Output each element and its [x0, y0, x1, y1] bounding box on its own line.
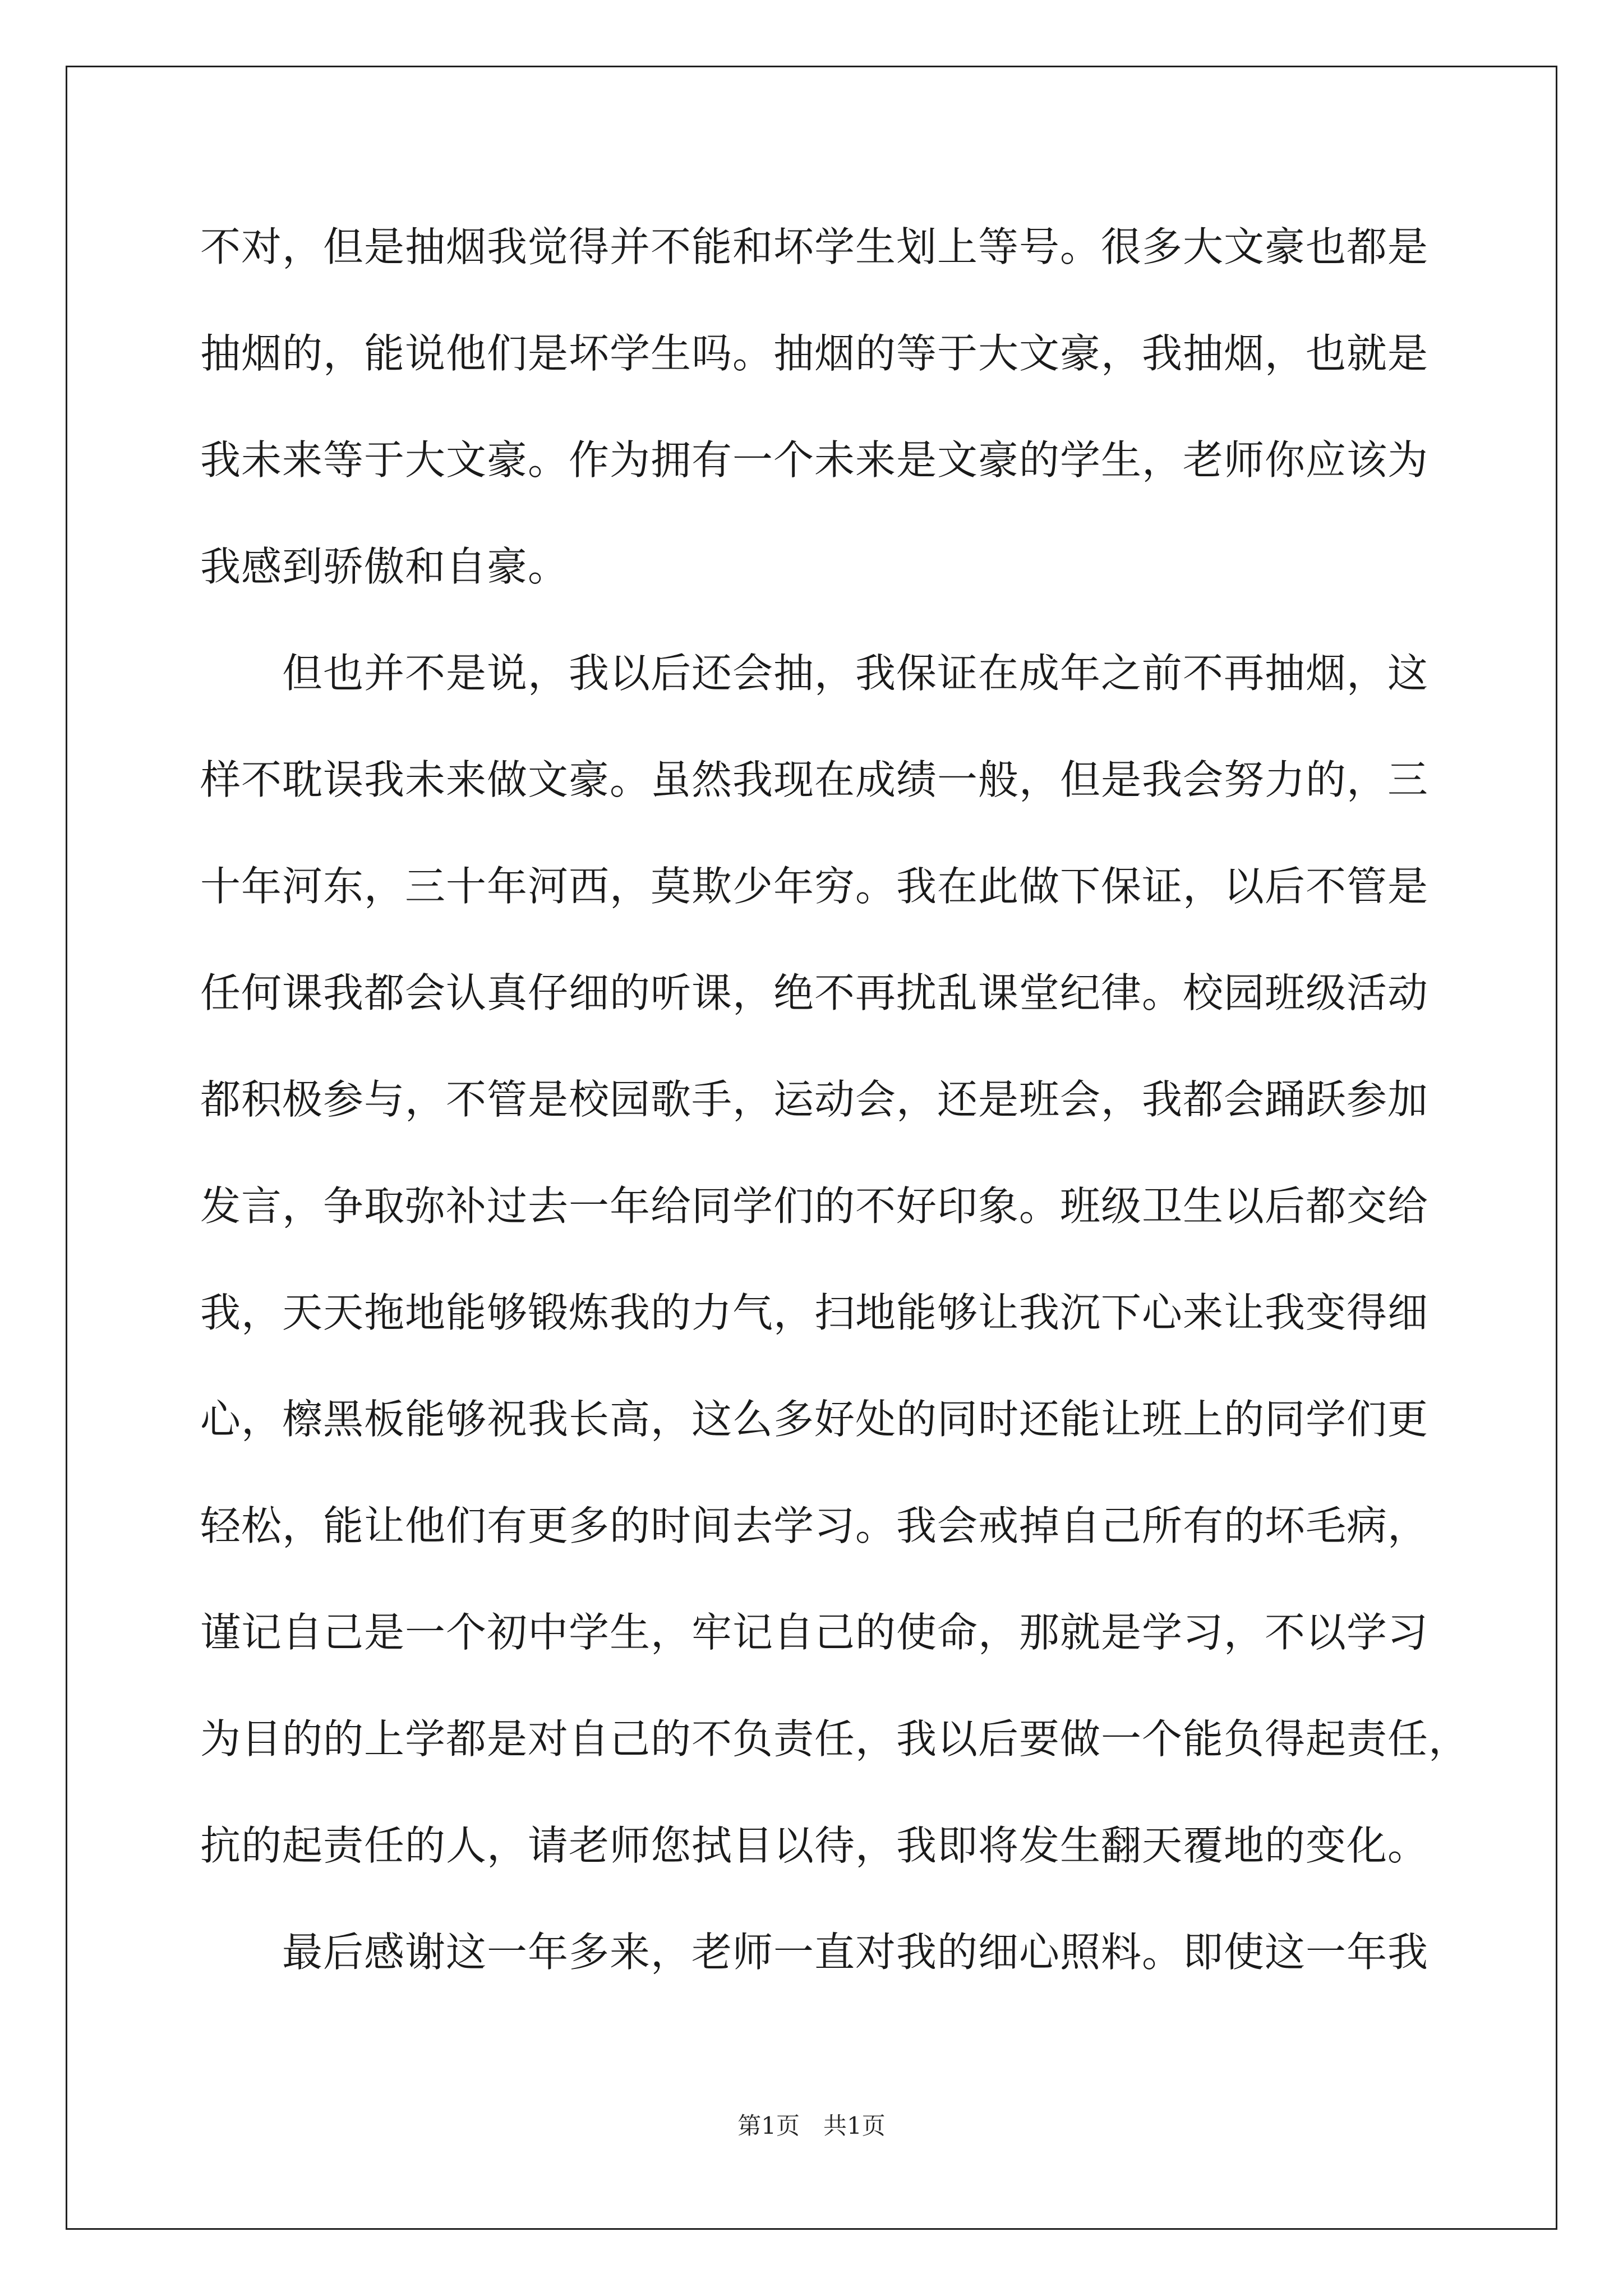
page-footer: 第1页 共1页 [737, 2112, 886, 2139]
text-line: 都积极参与，不管是校园歌手，运动会，还是班会，我都会踊跃参加 [200, 1076, 1429, 1123]
page-border [66, 66, 1557, 2230]
text-line: 谨记自己是一个初中学生，牢记自己的使命，那就是学习，不以学习 [200, 1609, 1429, 1656]
text-line: 样不耽误我未来做文豪。虽然我现在成绩一般，但是我会努力的，三 [200, 756, 1429, 803]
text-line: 最后感谢这一年多来，老师一直对我的细心照料。即使这一年我 [200, 1929, 1429, 1976]
text-line: 抽烟的，能说他们是坏学生吗。抽烟的等于大文豪，我抽烟，也就是 [200, 330, 1429, 377]
text-line: 十年河东，三十年河西，莫欺少年穷。我在此做下保证，以后不管是 [200, 863, 1429, 910]
text-line: 心，檫黑板能够祝我长高，这么多好处的同时还能让班上的同学们更 [200, 1396, 1429, 1443]
text-line: 但也并不是说，我以后还会抽，我保证在成年之前不再抽烟，这 [200, 650, 1429, 697]
text-line: 我感到骄傲和自豪。 [200, 543, 569, 590]
text-line: 发言，争取弥补过去一年给同学们的不好印象。班级卫生以后都交给 [200, 1182, 1429, 1230]
text-line: 为目的的上学都是对自己的不负责任，我以后要做一个能负得起责任， [200, 1715, 1470, 1763]
text-line: 抗的起责任的人，请老师您拭目以待，我即将发生翻天覆地的变化。 [200, 1822, 1429, 1869]
text-line: 任何课我都会认真仔细的听课，绝不再扰乱课堂纪律。校园班级活动 [200, 969, 1429, 1016]
text-line: 轻松，能让他们有更多的时间去学习。我会戒掉自己所有的坏毛病， [200, 1502, 1429, 1549]
text-line: 我，天天拖地能够锻炼我的力气，扫地能够让我沉下心来让我变得细 [200, 1289, 1429, 1336]
text-line: 我未来等于大文豪。作为拥有一个未来是文豪的学生，老师你应该为 [200, 436, 1429, 484]
text-line: 不对，但是抽烟我觉得并不能和坏学生划上等号。很多大文豪也都是 [200, 223, 1429, 270]
